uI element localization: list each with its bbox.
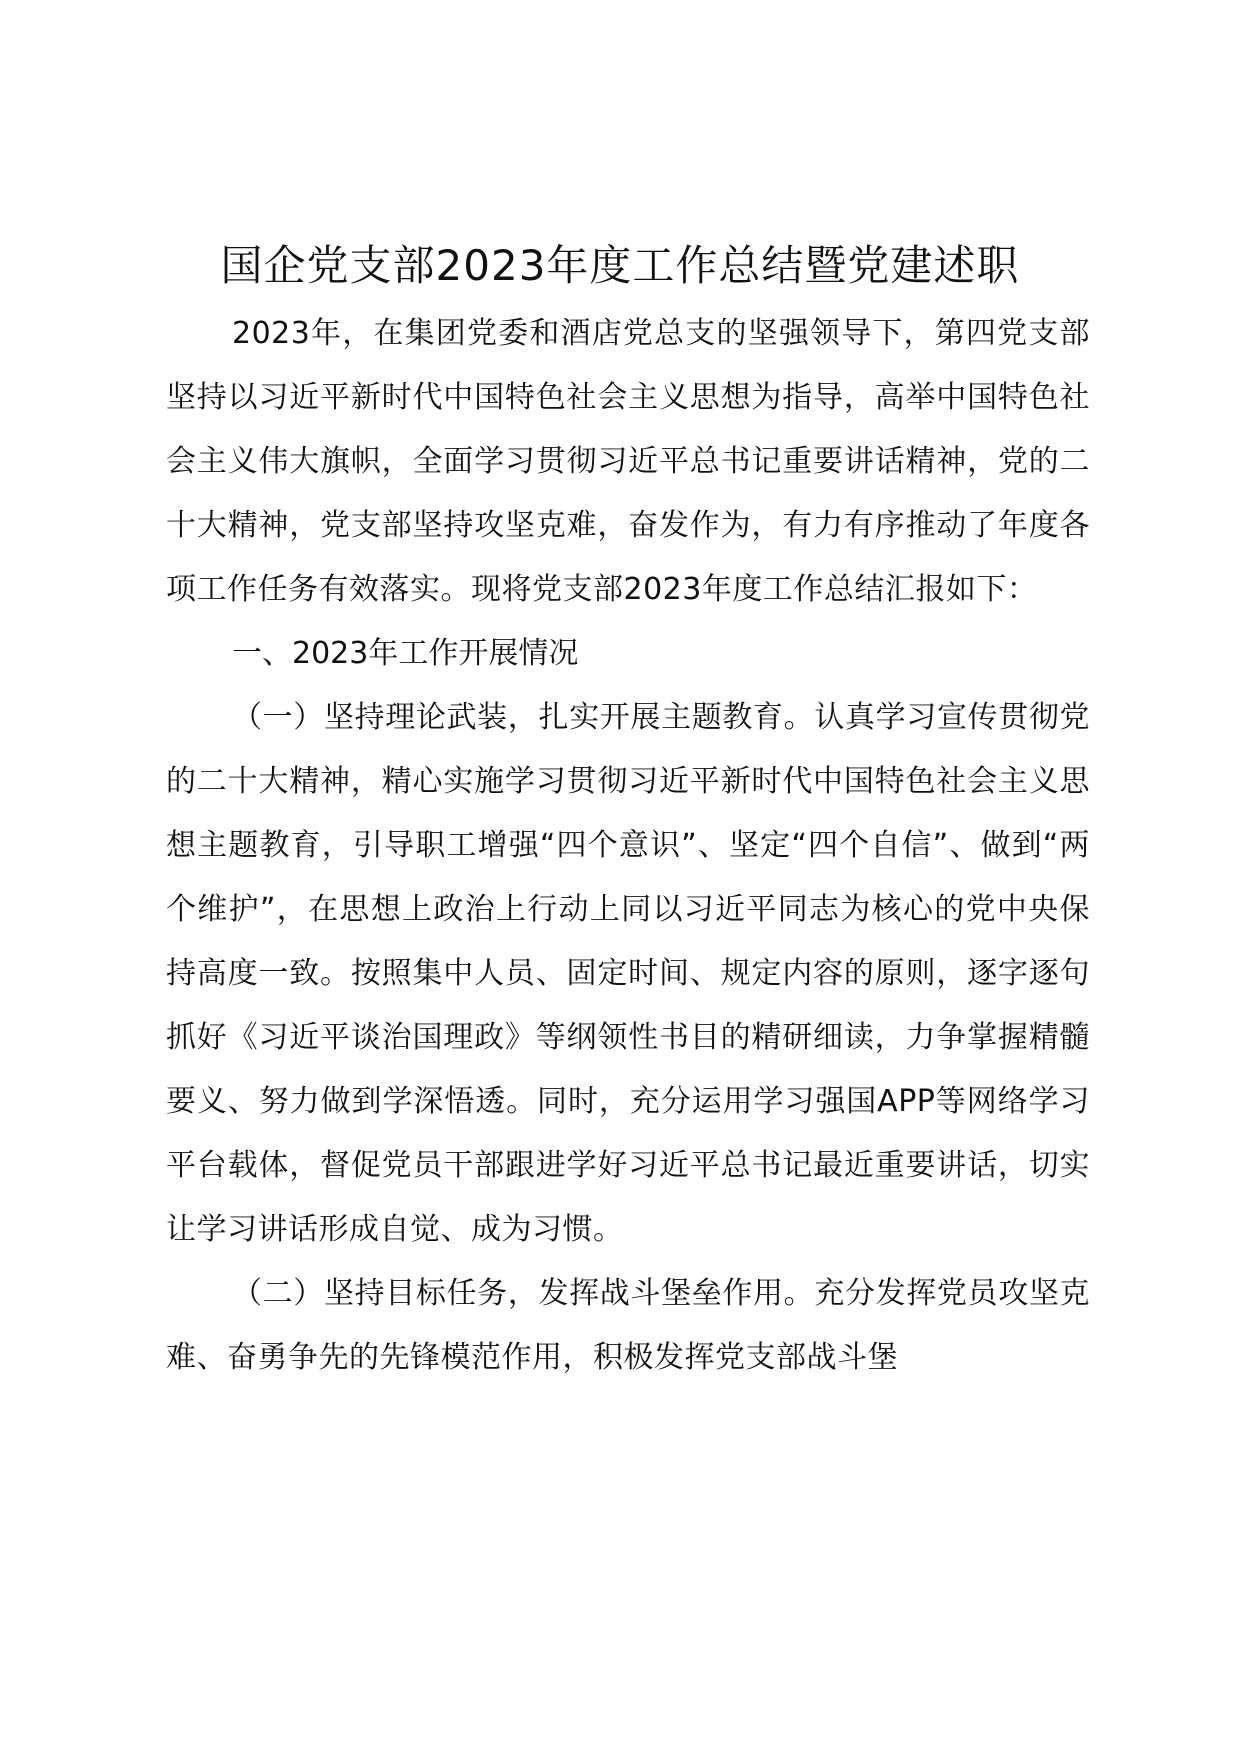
document-body <box>166 302 1090 1390</box>
subsection-paragraph-2: （二）坚持目标任务，发挥战斗堡垒作用。充分发挥党员攻坚克难、奋勇争先的先锋模范作用，积极发挥党支部战斗堡 <box>166 1276 1090 1375</box>
section-heading: 一、2023年工作开展情况 <box>232 636 579 671</box>
intro-paragraph: 2023年，在集团党委和酒店党总支的坚强领导下，第四党支部坚持以习近平新时代中国特色社会主义思想为指导，高举中国特色社会主义伟大旗帜，全面学习贯彻习近平总书记重要讲话精神，党的二十大精神，党支部坚持攻坚克难，奋发作为，有力有序推动了年度各项工作任务有效落实。现将党支部2023年度工作总结汇报如下： <box>166 316 1090 607</box>
subsection-paragraph-1: （一）坚持理论武装，扎实开展主题教育。认真学习宣传贯彻党的二十大精神，精心实施学习贯彻习近平新时代中国特色社会主义思想主题教育，引导职工增强“四个意识”、坚定“四个自信”、做到“两个维护”，在思想上政治上行动上同以习近平同志为核心的党中央保持高度一致。按照集中人员、固定时间、规定内容的原则，逐字逐句抓好《习近平谈治国理政》等纲领性书目的精研细读，力争掌握精髓要义、努力做到学深悟透。同时，充分运用学习强国APP等网络学习平台载体，督促党员干部跟进学好习近平总书记最近重要讲话，切实让学习讲话形成自觉、成为习惯。 <box>166 700 1090 1247</box>
document-title: 国企党支部2023年度工作总结暨党建述职 <box>220 241 1020 290</box>
